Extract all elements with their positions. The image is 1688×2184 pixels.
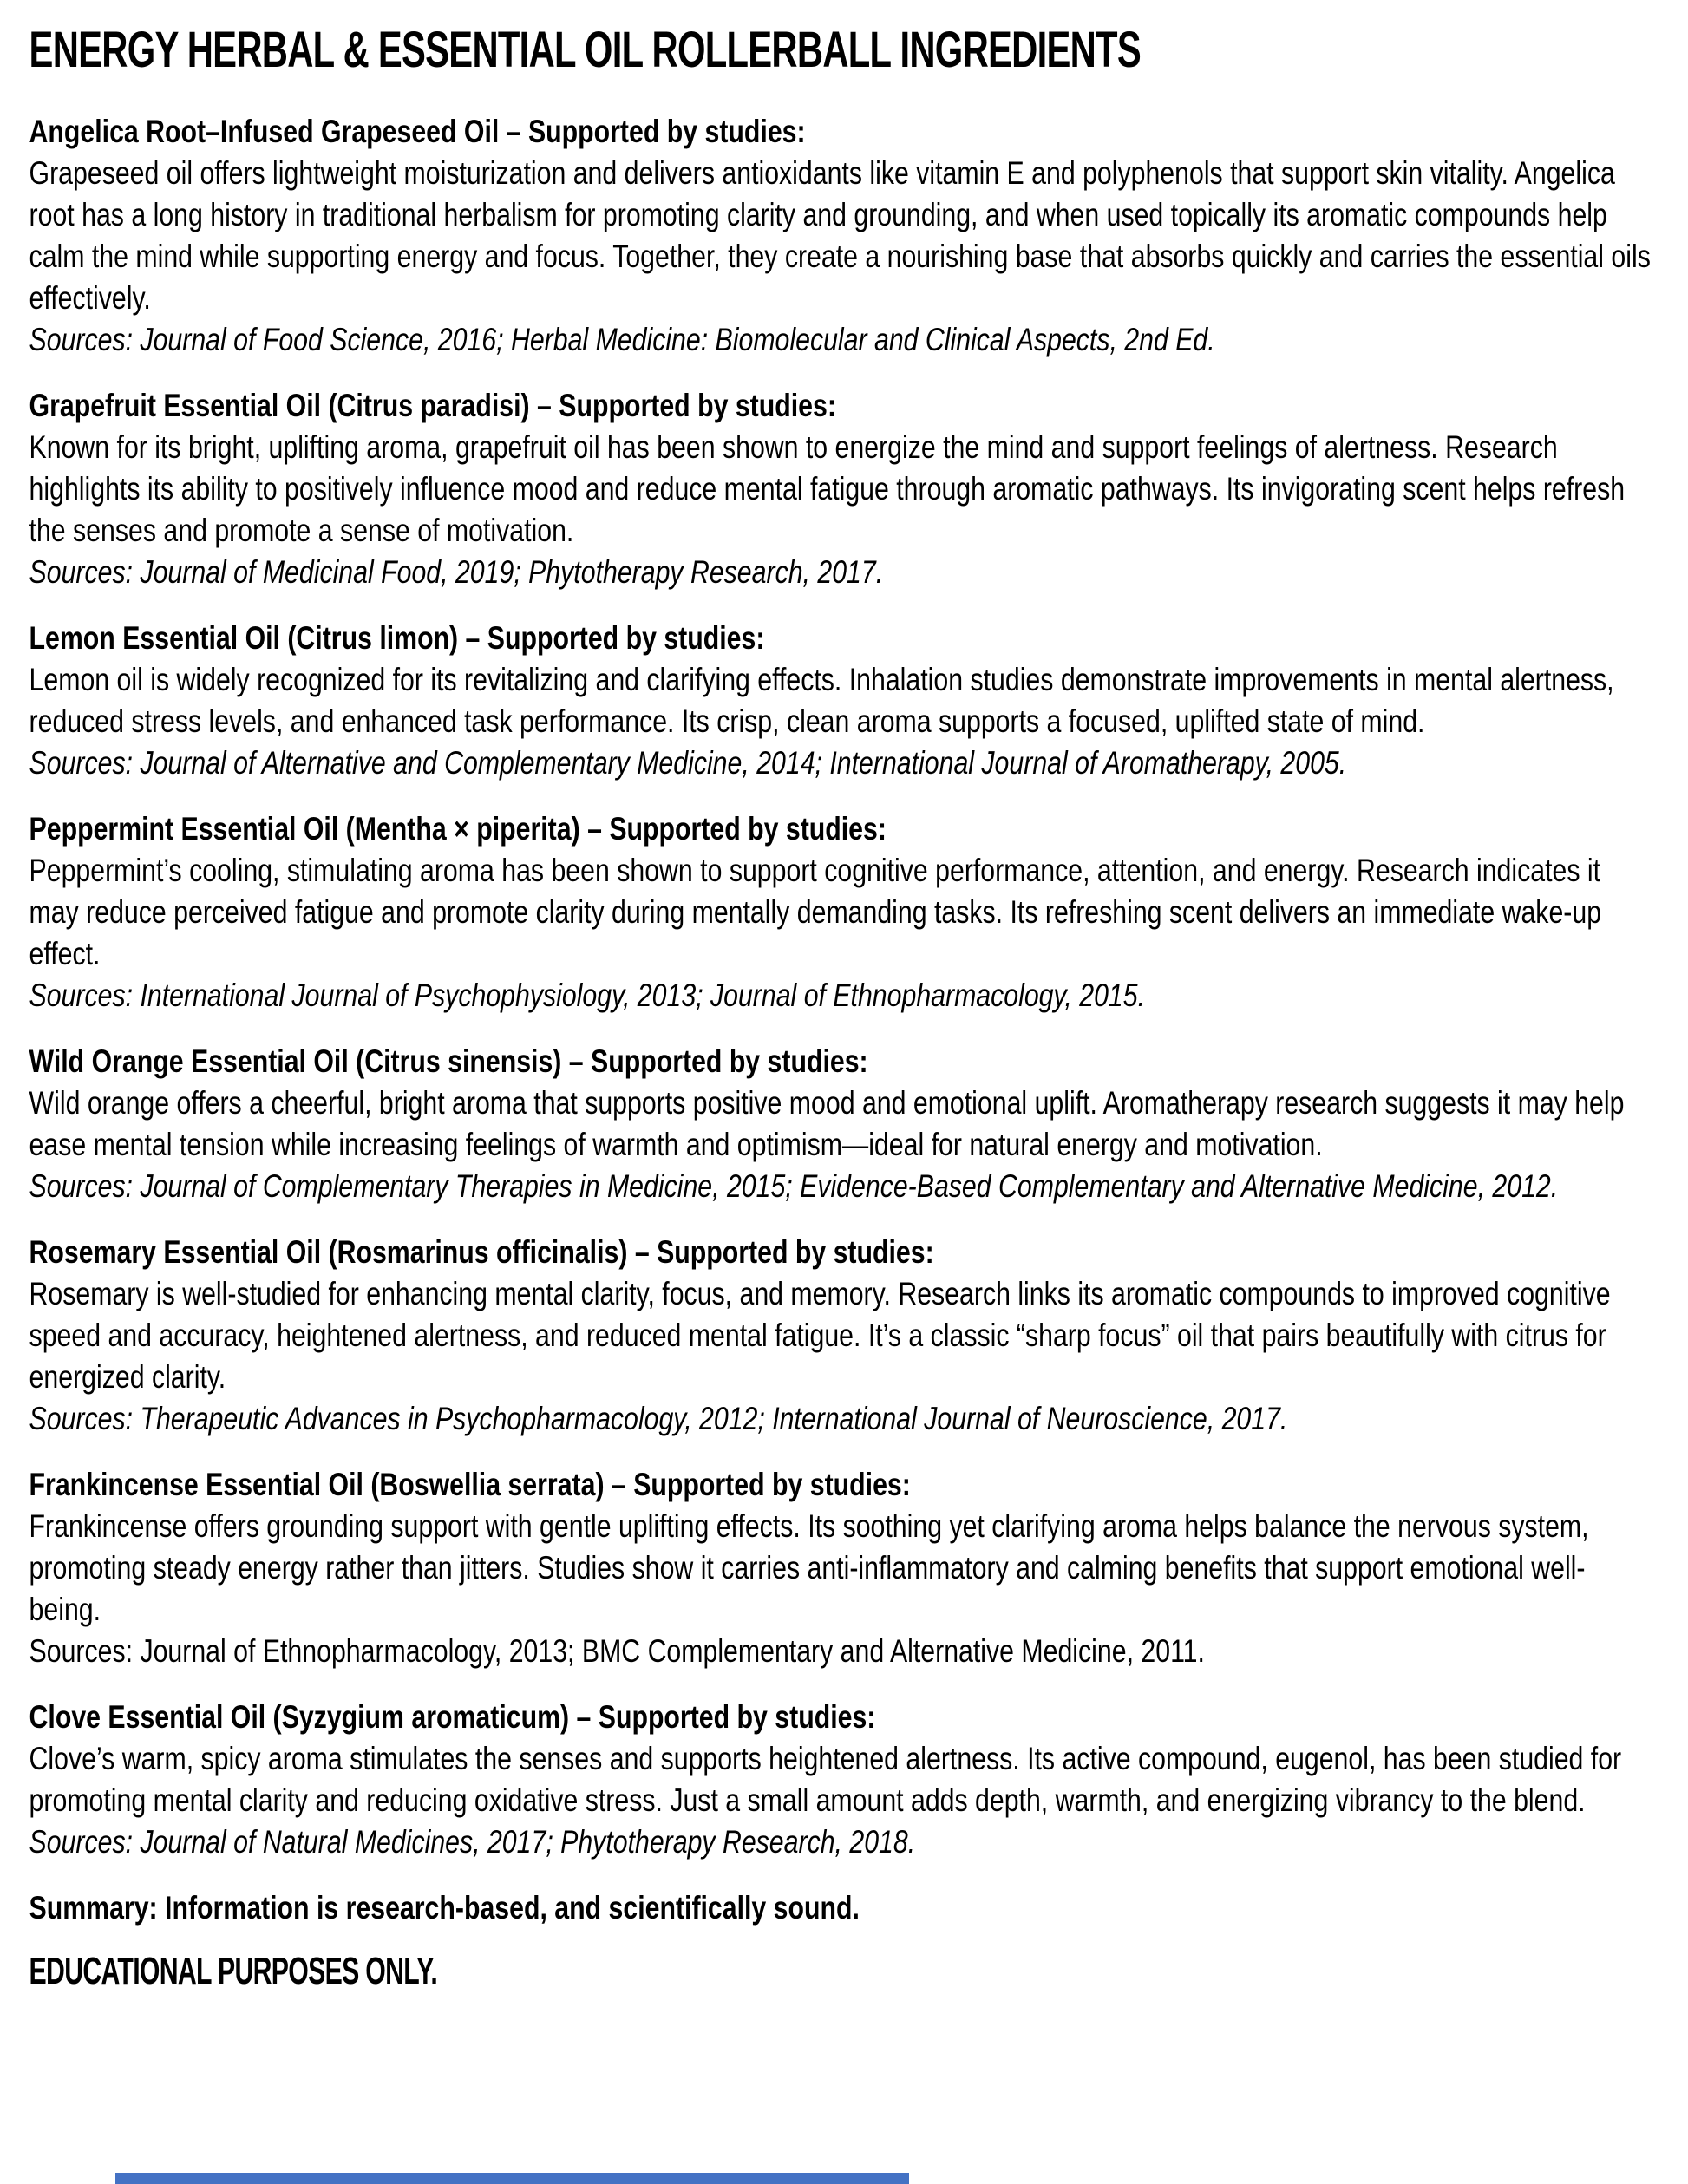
section-body: Lemon oil is widely recognized for its revitalizing and clarifying effects. Inhalation studies demonstrate improvements in mental alertness, reduced stress levels, and enhanced task performance. Its crisp, clean aroma supports a focused, uplifted state of mind. [29,662,1614,739]
section-body: Clove’s warm, spicy aroma stimulates the senses and supports heightened alertness. Its active compound, eugenol, has been studied for promoting mental clarity and reducing oxidative stress. Just a small amount adds depth, warmth, and energizing vibrancy to the blend. [29,1741,1622,1818]
section-body: Grapeseed oil offers lightweight moisturization and delivers antioxidants like vitamin E and polyphenols that support skin vitality. Angelica root has a long history in traditional herbalism for promoting clarity and grounding, and when used topically its aromatic compounds help calm the mind while supporting energy and focus. Together, they create a nourishing base that absorbs quickly and carries the essential oils effectively. [29,155,1651,316]
section-sources: Sources: International Journal of Psychophysiology, 2013; Journal of Ethnopharmacology, 2015. [29,978,1146,1013]
section-rosemary [29,1232,1656,1440]
section-body: Peppermint’s cooling, stimulating aroma has been shown to support cognitive performance, attention, and energy. Research indicates it may reduce perceived fatigue and promote clarity during mentally demanding tasks. Its refreshing scent delivers an immediate wake-up effect. [29,853,1602,971]
section-sources: Sources: Journal of Medicinal Food, 2019; Phytotherapy Research, 2017. [29,554,884,590]
section-body: Known for its bright, uplifting aroma, grapefruit oil has been shown to energize the mind and support feelings of alertness. Research highlights its ability to positively influence mood and reduce mental fatigue through aromatic pathways. Its invigorating scent helps refresh the senses and promote a sense of motivation. [29,429,1626,548]
section-heading: Clove Essential Oil (Syzygium aromaticum) – Supported by studies: [29,1699,876,1735]
section-heading: Peppermint Essential Oil (Mentha × piperita) – Supported by studies: [29,811,887,847]
section-sources: Sources: Journal of Alternative and Complementary Medicine, 2014; International Journal of Aromatherapy, 2005. [29,745,1347,781]
section-sources: Sources: Journal of Food Science, 2016; Herbal Medicine: Biomolecular and Clinical Aspects, 2nd Ed. [29,322,1215,357]
section-body: Rosemary is well-studied for enhancing mental clarity, focus, and memory. Research links its aromatic compounds to improved cognitive speed and accuracy, heightened alertness, and reduced mental fatigue. It’s a classic “sharp focus” oil that pairs beautifully with citrus for energized clarity. [29,1276,1611,1395]
section-lemon [29,618,1656,784]
section-wild-orange [29,1041,1656,1207]
section-sources: Sources: Therapeutic Advances in Psychopharmacology, 2012; International Journal of Neuroscience, 2017. [29,1401,1288,1436]
disclaimer-text: EDUCATIONAL PURPOSES ONLY. [29,1950,438,1992]
section-body: Frankincense offers grounding support with gentle uplifting effects. Its soothing yet clarifying aroma helps balance the nervous system, promoting steady energy rather than jitters. Studies show it carries anti-inflammatory and calming benefits that support emotional well-being. [29,1508,1589,1627]
page-title [29,23,1656,78]
section-sources: Sources: Journal of Natural Medicines, 2017; Phytotherapy Research, 2018. [29,1824,916,1860]
section-sources: Sources: Journal of Complementary Therapies in Medicine, 2015; Evidence-Based Complementary and Alternative Medicine, 2012. [29,1168,1559,1204]
section-heading: Rosemary Essential Oil (Rosmarinus officinalis) – Supported by studies: [29,1234,934,1270]
section-peppermint [29,808,1656,1017]
section-body: Wild orange offers a cheerful, bright aroma that supports positive mood and emotional uplift. Aromatherapy research suggests it may help ease mental tension while increasing feelings of warmth and optimism—ideal for natural energy and motivation. [29,1085,1625,1162]
section-heading: Grapefruit Essential Oil (Citrus paradisi) – Supported by studies: [29,388,836,423]
section-sources: Sources: Journal of Ethnopharmacology, 2013; BMC Complementary and Alternative Medicine, 2011. [29,1633,1205,1669]
bottom-accent-bar [115,2173,909,2184]
section-heading: Lemon Essential Oil (Citrus limon) – Supported by studies: [29,620,765,656]
disclaimer-line [29,1950,1656,1993]
section-heading: Frankincense Essential Oil (Boswellia serrata) – Supported by studies: [29,1467,911,1502]
section-heading: Wild Orange Essential Oil (Citrus sinensis) – Supported by studies: [29,1043,868,1079]
section-angelica-grapeseed [29,111,1656,361]
page-title-text: ENERGY HERBAL & ESSENTIAL OIL ROLLERBALL INGREDIENTS [29,22,1141,78]
section-frankincense [29,1464,1656,1672]
section-clove [29,1697,1656,1863]
section-grapefruit [29,385,1656,593]
section-heading: Angelica Root–Infused Grapeseed Oil – Supported by studies: [29,114,806,149]
summary-line: Summary: Information is research-based, and scientifically sound. [29,1890,860,1926]
